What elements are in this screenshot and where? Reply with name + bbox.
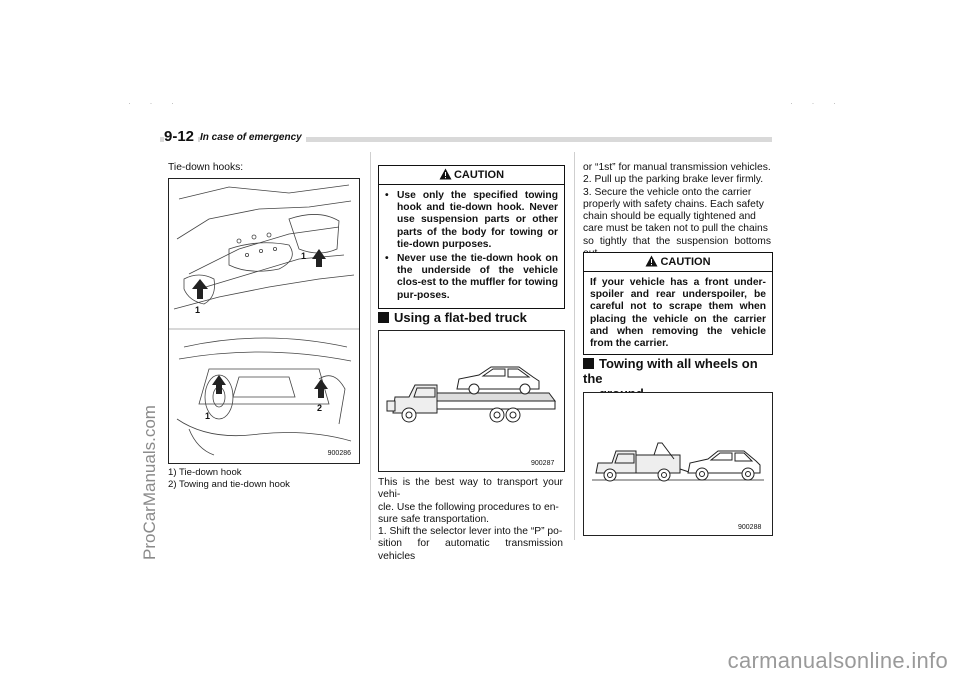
body-line: This is the best way to transport your vehi- [378, 477, 563, 501]
flatbed-figure [378, 330, 565, 472]
flatbed-procedure-text [378, 477, 563, 563]
bottom-watermark: carmanualsonline.info [727, 648, 948, 673]
side-watermark: ProCarManuals.com [140, 405, 159, 560]
hook-label: 2 [317, 403, 323, 413]
towing-truck-illustration [584, 393, 772, 535]
warning-triangle-icon [439, 168, 452, 186]
page-number: 9-12 [164, 128, 198, 145]
section-heading-all-wheels: Towing with all wheels on the [583, 356, 758, 386]
section-bullet-icon [583, 358, 594, 369]
caution-body: If your vehicle has a front under-spoiler and rear underspoiler, be careful not to scrape them when placing the vehicle on the carrier and when removing the vehicle from the carrier. [590, 277, 766, 350]
body-line: or “1st” for manual transmission vehicles. [583, 162, 771, 173]
body-line: 2. Pull up the parking brake lever firmly. [583, 174, 764, 186]
body-line: chain should be equally tightened and [583, 211, 756, 223]
caution-bullet: • Never use the tie-down hook on the underside of the vehicle clos-est to the muffler for towing pur-poses. [385, 253, 558, 301]
column-separator [574, 152, 575, 540]
underbody-illustration [169, 179, 359, 463]
caution-title: CAUTION [453, 169, 505, 181]
legend-item: 1) Tie-down hook [168, 467, 242, 478]
body-line: 1. Shift the selector lever into the “P” po- [378, 526, 563, 538]
figure-code: 900288 [738, 524, 762, 531]
caution-header [584, 253, 772, 272]
body-line: properly with safety chains. Each safety [583, 198, 764, 210]
body-line: so tightly that the suspension bottoms [583, 235, 771, 247]
section-title: In case of emergency [200, 132, 306, 143]
caution-box-towing-hooks [378, 165, 565, 309]
caution-title: CAUTION [660, 256, 711, 268]
warning-triangle-icon [645, 255, 658, 273]
hook-label: 1 [195, 305, 201, 315]
caution-body [379, 185, 564, 308]
hook-label: 1 [205, 411, 211, 421]
figure-code: 900287 [531, 460, 555, 467]
towing-figure [583, 392, 773, 536]
hook-label: 1 [301, 251, 307, 261]
body-line: sure safe transportation. [378, 513, 490, 525]
legend-item: 2) Towing and tie-down hook [168, 478, 290, 490]
body-line: care must be taken not to pull the chains [583, 223, 768, 235]
tie-down-heading: Tie-down hooks: [168, 162, 244, 173]
figure-code: 900286 [327, 450, 351, 457]
body-line: cle. Use the following procedures to en- [378, 501, 559, 513]
crop-marks-right: · · · [790, 98, 844, 108]
tie-down-figure [168, 178, 360, 464]
crop-marks-left: · · · [128, 98, 182, 108]
body-line: sition for automatic transmission vehicles [378, 538, 563, 562]
section-heading-flatbed: Using a flat-bed truck [378, 310, 527, 325]
section-bullet-icon [378, 312, 389, 323]
column-separator [370, 152, 371, 540]
caution-header [379, 166, 564, 185]
figure-legend [168, 467, 290, 490]
caution-box-underspoiler [583, 252, 773, 355]
page-header [160, 126, 772, 148]
flatbed-truck-illustration [379, 331, 564, 471]
caution-bullet: • Use only the specified towing hook and tie-down hook. Never use suspension parts or other parts of the body for towing or tie-down purposes. [385, 190, 558, 250]
body-line: 3. Secure the vehicle onto the carrier [583, 186, 752, 198]
flatbed-procedure-continued [583, 162, 771, 260]
